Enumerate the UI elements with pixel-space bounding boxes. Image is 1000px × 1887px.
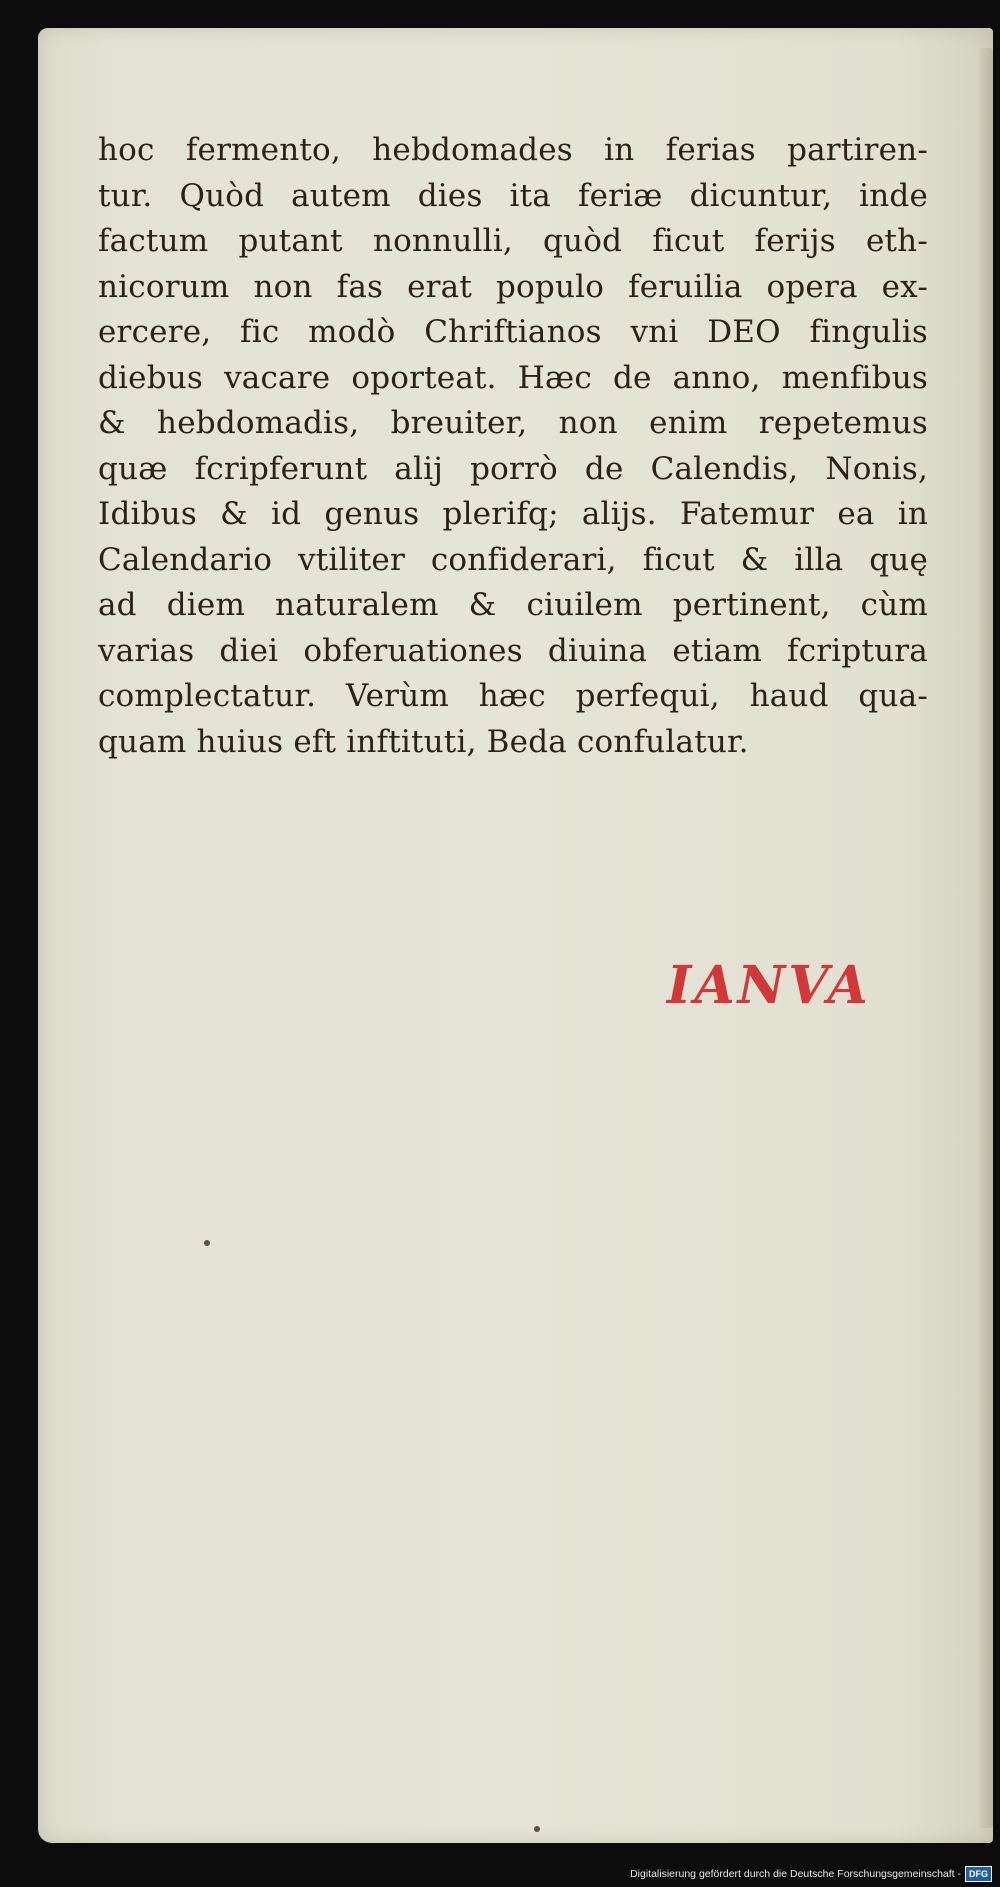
text-line: Calendario vtiliter confiderari, ficut & illa quę	[98, 541, 928, 578]
text-line: diebus vacare oporteat. Hæc de anno, menfibus	[98, 359, 928, 396]
text-line: complectatur. Verùm hæc perfequi, haud qua-	[98, 678, 928, 714]
text-line: & hebdomadis, breuiter, non enim repetemus	[98, 405, 928, 441]
body-text	[98, 128, 928, 765]
text-line: ercere, fic modò Chriftianos vni DEO fingulis	[98, 314, 928, 350]
ink-speck	[204, 1240, 210, 1246]
text-line: tur. Quòd autem dies ita feriæ dicuntur, inde	[98, 177, 928, 214]
text-line: hoc fermento, hebdomades in ferias partiren-	[98, 132, 928, 168]
page-edge	[979, 48, 993, 1828]
credit-text: Digitalisierung gefördert durch die Deutsche Forschungsgemeinschaft -	[630, 1868, 961, 1880]
digitization-credit	[630, 1865, 992, 1883]
text-line: Idibus & id genus plerifq; alijs. Fatemur ea in	[98, 496, 928, 532]
ink-speck	[534, 1826, 540, 1832]
text-line: factum putant nonnulli, quòd ficut ferijs eth-	[98, 223, 928, 259]
text-line: quam huius eft inftituti, Beda confulatur.	[98, 723, 749, 760]
text-line: quæ fcripferunt alij porrò de Calendis, Nonis,	[98, 450, 928, 487]
dfg-logo: DFG	[965, 1866, 992, 1882]
text-line: ad diem naturalem & ciuilem pertinent, cùm	[98, 587, 928, 623]
text-line: nicorum non fas erat populo feruilia opera ex-	[98, 268, 928, 305]
catchword: IANVA	[667, 955, 871, 1016]
text-line: varias diei obferuationes diuina etiam fcriptura	[98, 632, 928, 669]
